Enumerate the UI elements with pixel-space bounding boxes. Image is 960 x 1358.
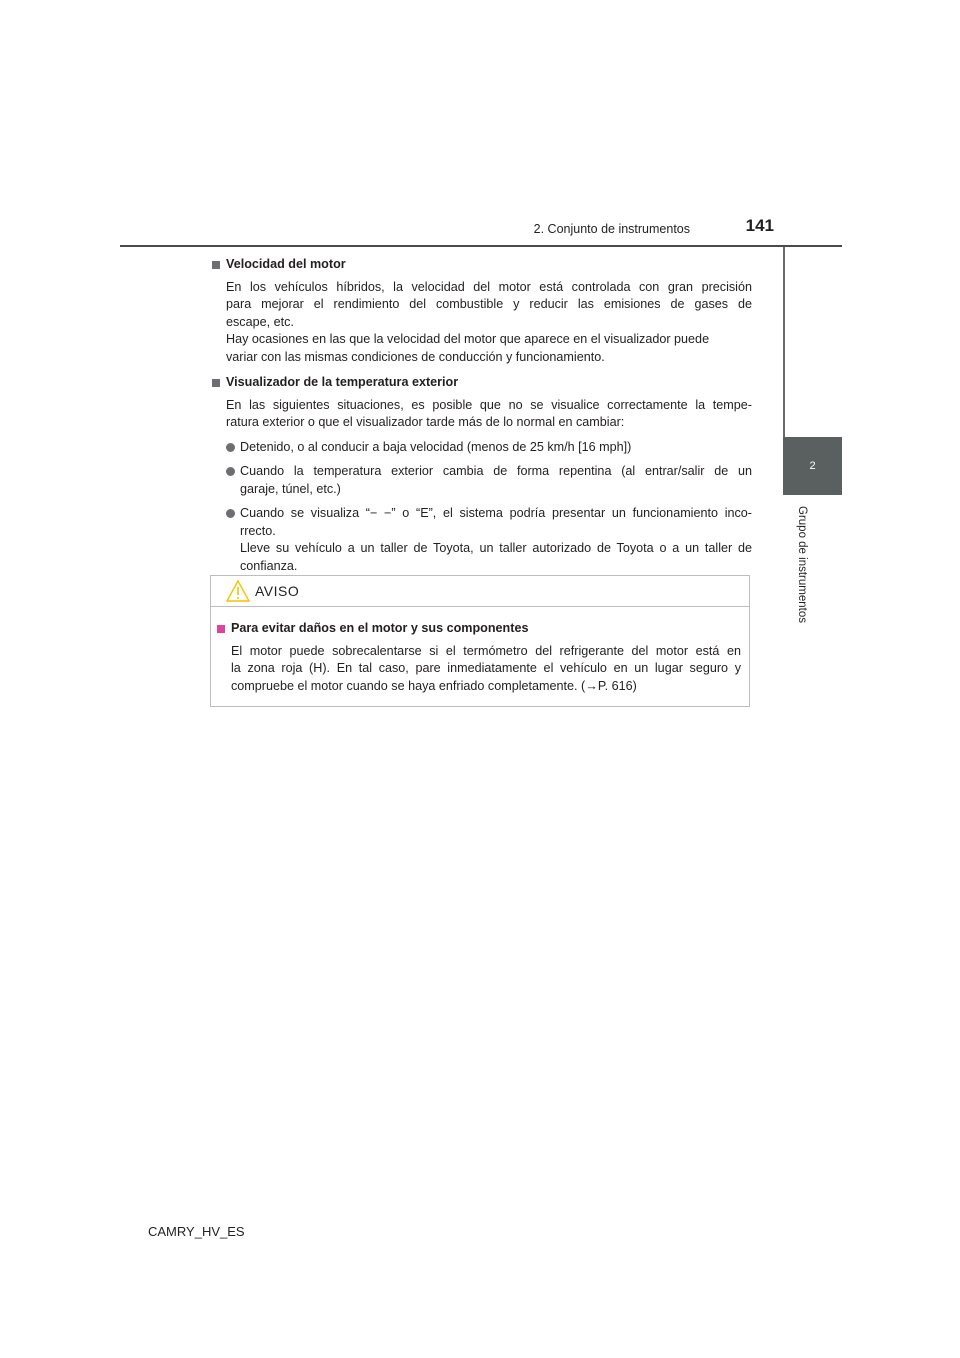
text-line: Detenido, o al conducir a baja velocidad (menos de 25 km/h [16 mph]) <box>240 439 632 454</box>
text-line: escape, etc. <box>226 314 294 329</box>
section-title <box>212 374 752 392</box>
text-line: En las siguientes situaciones, es posible que no se visualice correctamente la tempe- <box>226 397 752 412</box>
warning-header <box>211 576 749 607</box>
square-bullet-icon <box>212 261 220 269</box>
circle-bullet-icon <box>226 443 235 452</box>
chapter-label: Grupo de instrumentos <box>796 506 808 623</box>
text-line: variar con las mismas condiciones de conducción y funcionamiento. <box>226 349 605 364</box>
warning-heading: AVISO <box>255 583 300 599</box>
text-line: El motor puede sobrecalentarse si el termómetro del refrigerante del motor está en <box>231 643 741 658</box>
section-title-text: Velocidad del motor <box>226 257 346 271</box>
text-line: Hay ocasiones en las que la velocidad del motor que aparece en el visualizador puede <box>226 332 710 346</box>
text-line: compruebe el motor cuando se haya enfriado completamente. (→P. 616) <box>231 678 637 693</box>
warning-title <box>217 620 741 638</box>
warning-paragraph <box>231 643 741 696</box>
chapter-tab <box>783 437 842 495</box>
list-item <box>226 439 752 457</box>
warning-body <box>211 607 749 695</box>
warning-triangle-icon <box>225 579 251 603</box>
section-paragraph <box>226 279 752 367</box>
header-section-title: 2. Conjunto de instrumentos <box>533 222 690 236</box>
text-line: la zona roja (H). En tal caso, pare inmediatamente el vehículo en un lugar seguro y <box>231 661 741 675</box>
section-outside-temperature <box>212 374 752 575</box>
header-rule <box>120 245 842 247</box>
section-engine-speed <box>212 256 752 366</box>
text-line: Lleve su vehículo a un taller de Toyota, un taller autorizado de Toyota o a un taller de <box>240 541 752 555</box>
circle-bullet-icon <box>226 467 235 476</box>
text-line: garaje, túnel, etc.) <box>240 481 341 496</box>
list-item <box>226 463 752 498</box>
chapter-number: 2 <box>809 460 816 472</box>
square-bullet-icon <box>212 379 220 387</box>
text-line: ratura exterior o que el visualizador tarde más de lo normal en cambiar: <box>226 415 625 429</box>
footer-model-code: CAMRY_HV_ES <box>148 1224 245 1239</box>
page-number: 141 <box>745 216 774 235</box>
text-line: para mejorar el rendimiento del combustible y reducir las emisiones de gases de <box>226 297 752 311</box>
warning-title-text: Para evitar daños en el motor y sus componentes <box>231 621 529 635</box>
square-bullet-icon <box>217 625 225 633</box>
section-paragraph <box>226 397 752 432</box>
text-line: Cuando se visualiza “− −” o “E”, el sistema podría presentar un funcionamiento inco- <box>240 506 752 520</box>
text-line: rrecto. <box>240 523 276 538</box>
text-line: En los vehículos híbridos, la velocidad del motor está controlada con gran precisión <box>226 279 752 294</box>
main-content <box>212 256 752 581</box>
side-tab-line <box>783 247 785 437</box>
text-line: confianza. <box>240 558 298 573</box>
text-line: Cuando la temperatura exterior cambia de forma repentina (al entrar/salir de un <box>240 464 752 478</box>
section-title-text: Visualizador de la temperatura exterior <box>226 375 459 389</box>
warning-box <box>210 575 750 707</box>
list-item <box>226 505 752 575</box>
circle-bullet-icon <box>226 509 235 518</box>
section-title <box>212 256 752 274</box>
